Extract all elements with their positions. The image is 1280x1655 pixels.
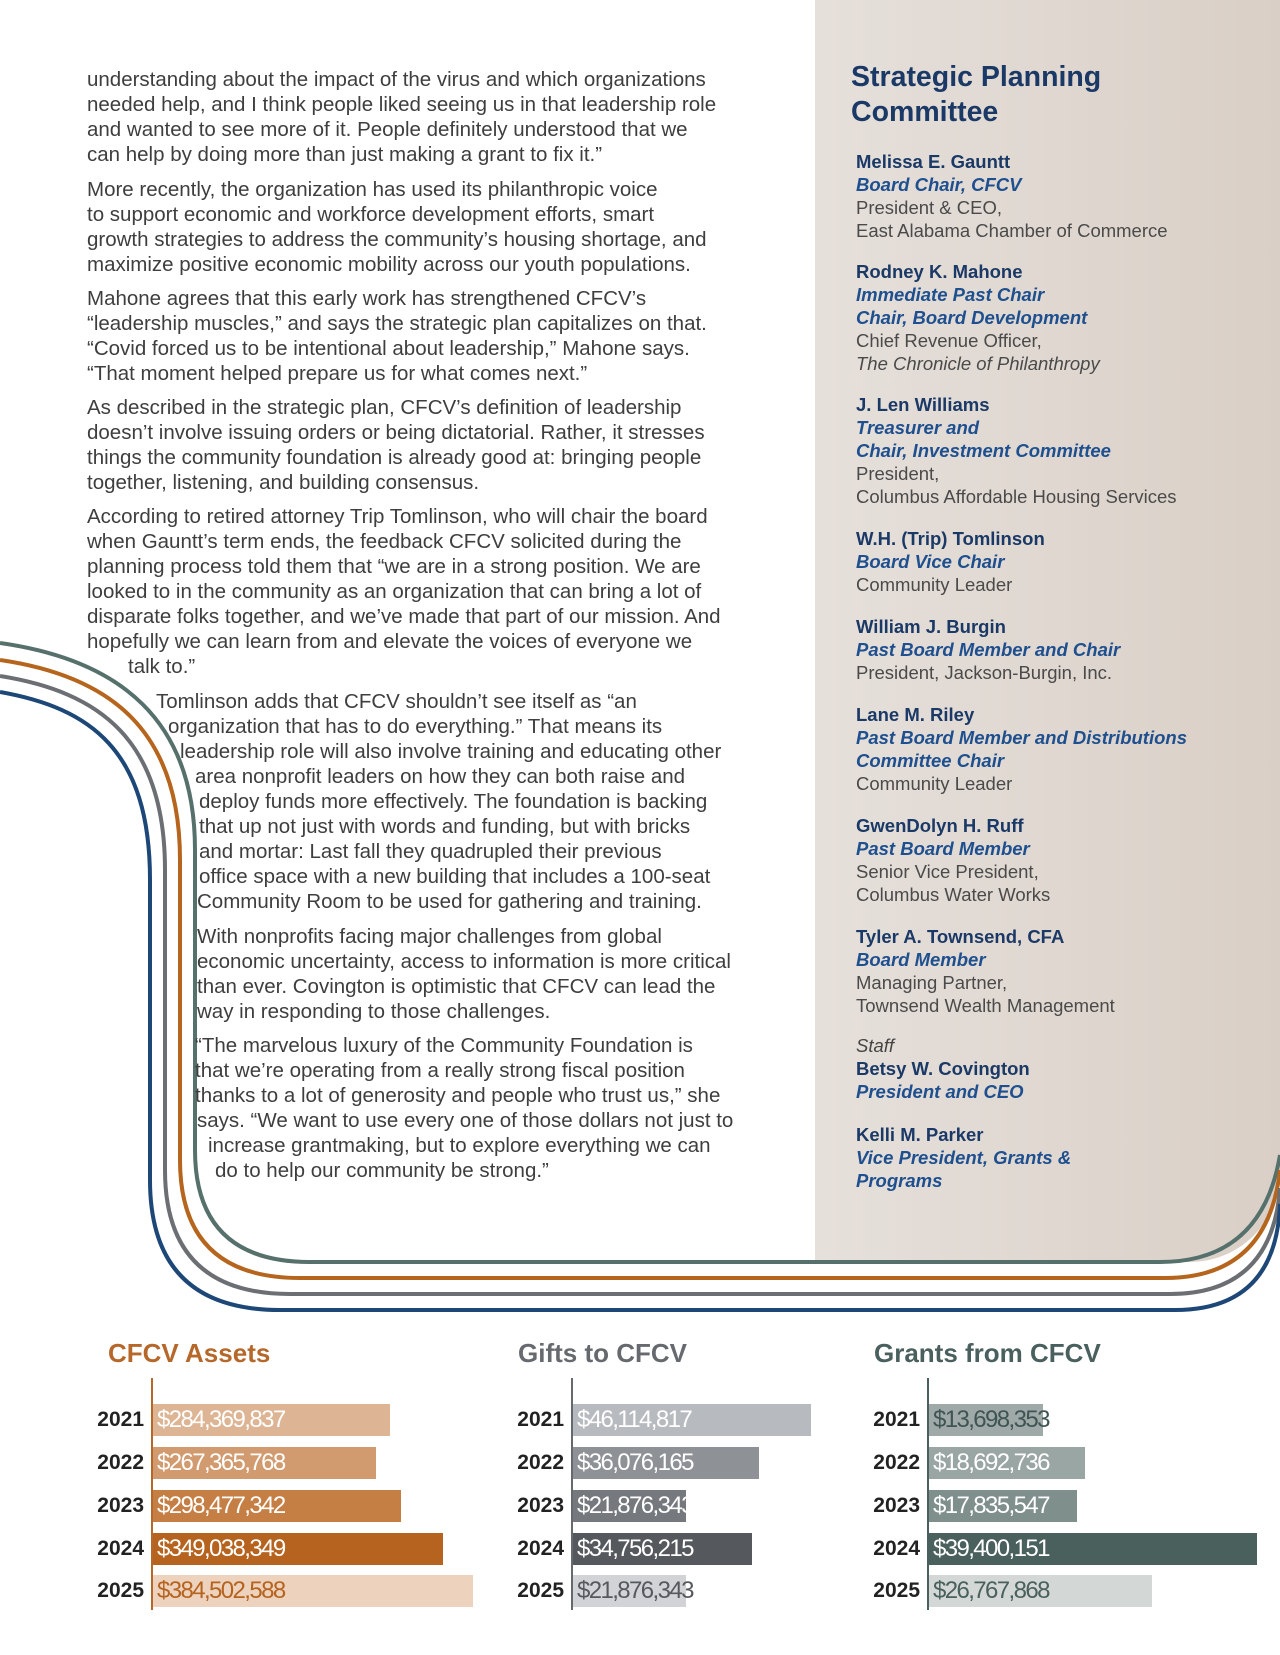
bar-value-label: $21,876,343 (577, 1492, 693, 1519)
text-line: can help by doing more than just making a grant to fix it.” (87, 143, 603, 166)
member-name: Kelli M. Parker (856, 1124, 984, 1145)
member-affiliation: President & CEO, (856, 197, 1003, 218)
bar-value-label: $267,365,768 (157, 1449, 285, 1476)
year-label: 2022 (873, 1451, 920, 1474)
year-label: 2025 (517, 1579, 564, 1602)
bar-value-label: $13,698,353 (933, 1406, 1049, 1433)
text-line: “leadership muscles,” and says the strategic plan capitalizes on that. (87, 312, 707, 335)
text-line: growth strategies to address the community’s housing shortage, and (87, 228, 707, 251)
text-line: According to retired attorney Trip Tomlinson, who will chair the board (87, 505, 708, 528)
text-line: together, listening, and building consensus. (87, 471, 480, 494)
staff-label: Staff (856, 1035, 895, 1056)
bar-value-label: $46,114,817 (577, 1406, 692, 1433)
member-role: Chair, Board Development (856, 307, 1088, 328)
text-line: “Covid forced us to be intentional about leadership,” Mahone says. (87, 337, 690, 360)
year-label: 2023 (517, 1494, 564, 1517)
article-paragraph-1 (87, 67, 716, 167)
chart-title: Grants from CFCV (874, 1338, 1101, 1368)
text-line: talk to.” (128, 655, 196, 678)
year-label: 2024 (517, 1537, 564, 1560)
member-affiliation: East Alabama Chamber of Commerce (856, 220, 1168, 241)
committee-member (856, 260, 1100, 375)
bar-value-label: $349,038,349 (157, 1535, 285, 1562)
member-name: William J. Burgin (856, 616, 1006, 637)
bar-value-label: $26,767,868 (933, 1577, 1049, 1604)
text-line: disparate folks together, and we’ve made that part of our mission. And (87, 605, 721, 628)
text-line: that up not just with words and funding, but with bricks (199, 815, 691, 838)
committee-member (856, 814, 1050, 906)
committee-member (856, 150, 1168, 242)
bar-value-label: $39,400,151 (933, 1535, 1049, 1562)
member-name: J. Len Williams (856, 394, 990, 415)
bar-value-label: $34,756,215 (577, 1535, 693, 1562)
bar-value-label: $21,876,343 (577, 1577, 693, 1604)
member-role: Chair, Investment Committee (856, 440, 1111, 461)
member-name: Lane M. Riley (856, 704, 975, 725)
text-line: way in responding to those challenges. (197, 1000, 551, 1023)
text-line: do to help our community be strong.” (215, 1159, 549, 1182)
text-line: things the community foundation is already good at: bringing people (87, 446, 702, 469)
text-line: As described in the strategic plan, CFCV’s definition of leadership (87, 396, 682, 419)
text-line: “The marvelous luxury of the Community Foundation is (195, 1034, 693, 1057)
year-label: 2023 (97, 1494, 144, 1517)
text-line: planning process told them that “we are in a strong position. We are (87, 555, 701, 578)
committee-member (856, 615, 1120, 684)
member-role: Committee Chair (856, 750, 1005, 771)
year-label: 2024 (873, 1537, 920, 1560)
member-role: Board Chair, CFCV (856, 174, 1022, 195)
member-affiliation: The Chronicle of Philanthropy (856, 353, 1100, 374)
text-line: organization that has to do everything.” That means its (168, 715, 663, 738)
member-affiliation: President, (856, 463, 940, 484)
bar-value-label: $18,692,736 (933, 1449, 1049, 1476)
text-line: Mahone agrees that this early work has strengthened CFCV’s (87, 287, 647, 310)
bar-value-label: $17,835,547 (933, 1492, 1049, 1519)
member-name: Melissa E. Gauntt (856, 151, 1011, 172)
year-label: 2021 (517, 1408, 564, 1431)
year-label: 2023 (873, 1494, 920, 1517)
member-name: GwenDolyn H. Ruff (856, 815, 1024, 836)
text-line: maximize positive economic mobility across our youth populations. (87, 253, 691, 276)
member-role: Past Board Member (856, 838, 1030, 859)
chart-title: CFCV Assets (108, 1338, 271, 1368)
bar-value-label: $36,076,165 (577, 1449, 693, 1476)
member-affiliation: Chief Revenue Officer, (856, 330, 1042, 351)
article-paragraph-4 (87, 395, 705, 495)
article-paragraph-2 (87, 177, 707, 277)
bar-value-label: $284,369,837 (157, 1406, 285, 1433)
member-role: Immediate Past Chair (856, 284, 1045, 305)
committee-member (856, 527, 1045, 596)
year-label: 2024 (97, 1537, 144, 1560)
text-line: office space with a new building that includes a 100-seat (199, 865, 711, 888)
text-line: Community Room to be used for gathering and training. (197, 890, 702, 913)
bar-value-label: $384,502,588 (157, 1577, 285, 1604)
member-name: Betsy W. Covington (856, 1058, 1030, 1079)
text-line: hopefully we can learn from and elevate the voices of everyone we (87, 630, 693, 653)
text-line: and mortar: Last fall they quadrupled their previous (199, 840, 662, 863)
year-label: 2025 (873, 1579, 920, 1602)
committee-member (856, 925, 1115, 1017)
text-line: looked to in the community as an organization that can bring a lot of (87, 580, 702, 603)
article-paragraph-5 (87, 504, 721, 679)
committee-member (856, 1034, 1030, 1103)
committee-member (856, 703, 1187, 795)
member-affiliation: Townsend Wealth Management (856, 995, 1115, 1016)
committee-title (851, 60, 1101, 130)
text-line: says. “We want to use every one of those dollars not just to (197, 1109, 734, 1132)
text-line: than ever. Covington is optimistic that CFCV can lead the (197, 975, 716, 998)
member-role: Board Vice Chair (856, 551, 1005, 572)
member-name: W.H. (Trip) Tomlinson (856, 528, 1045, 549)
member-role: Board Member (856, 949, 986, 970)
text-line: increase grantmaking, but to explore everything we can (208, 1134, 711, 1157)
member-affiliation: Senior Vice President, (856, 861, 1039, 882)
committee-title-line: Committee (851, 96, 999, 128)
member-affiliation: Columbus Water Works (856, 884, 1051, 905)
member-role: Treasurer and (856, 417, 980, 438)
text-line: leadership role will also involve training and educating other (180, 740, 722, 763)
text-line: understanding about the impact of the virus and which organizations (87, 68, 706, 91)
year-label: 2021 (873, 1408, 920, 1431)
text-line: economic uncertainty, access to information is more critical (197, 950, 731, 973)
member-role: Programs (856, 1170, 943, 1191)
member-role: Vice President, Grants & (856, 1147, 1072, 1168)
member-affiliation: Managing Partner, (856, 972, 1008, 993)
member-role: Past Board Member and Distributions (856, 727, 1187, 748)
committee-title-line: Strategic Planning (851, 61, 1102, 93)
year-label: 2025 (97, 1579, 144, 1602)
bar-value-label: $298,477,342 (157, 1492, 285, 1519)
text-line: needed help, and I think people liked seeing us in that leadership role (87, 93, 717, 116)
member-role: President and CEO (856, 1081, 1024, 1102)
article-paragraph-7 (197, 924, 731, 1024)
text-line: doesn’t involve issuing orders or being dictatorial. Rather, it stresses (87, 421, 705, 444)
member-affiliation: Columbus Affordable Housing Services (856, 486, 1177, 507)
text-line: “That moment helped prepare us for what comes next.” (87, 362, 588, 385)
text-line: to support economic and workforce development efforts, smart (87, 203, 655, 226)
member-name: Rodney K. Mahone (856, 261, 1023, 282)
text-line: deploy funds more effectively. The foundation is backing (199, 790, 708, 813)
year-label: 2021 (97, 1408, 144, 1431)
member-affiliation: Community Leader (856, 574, 1013, 595)
text-line: More recently, the organization has used its philanthropic voice (87, 178, 658, 201)
text-line: With nonprofits facing major challenges from global (197, 925, 662, 948)
member-name: Tyler A. Townsend, CFA (856, 926, 1065, 947)
text-line: area nonprofit leaders on how they can both raise and (195, 765, 686, 788)
text-line: when Gauntt’s term ends, the feedback CFCV solicited during the (87, 530, 682, 553)
year-label: 2022 (517, 1451, 564, 1474)
member-affiliation: Community Leader (856, 773, 1013, 794)
committee-member (856, 393, 1177, 508)
article-paragraph-6 (0, 689, 721, 914)
year-label: 2022 (97, 1451, 144, 1474)
text-line: that we’re operating from a really strong fiscal position (195, 1059, 685, 1082)
text-line: and wanted to see more of it. People definitely understood that we (87, 118, 688, 141)
committee-member (856, 1123, 1071, 1192)
member-role: Past Board Member and Chair (856, 639, 1121, 660)
chart-title: Gifts to CFCV (518, 1338, 687, 1368)
article-paragraph-8 (0, 1033, 733, 1183)
member-affiliation: President, Jackson-Burgin, Inc. (856, 662, 1113, 683)
article-paragraph-3 (87, 286, 707, 386)
text-line: thanks to a lot of generosity and people who trust us,” she (195, 1084, 721, 1107)
text-line: Tomlinson adds that CFCV shouldn’t see itself as “an (156, 690, 637, 713)
